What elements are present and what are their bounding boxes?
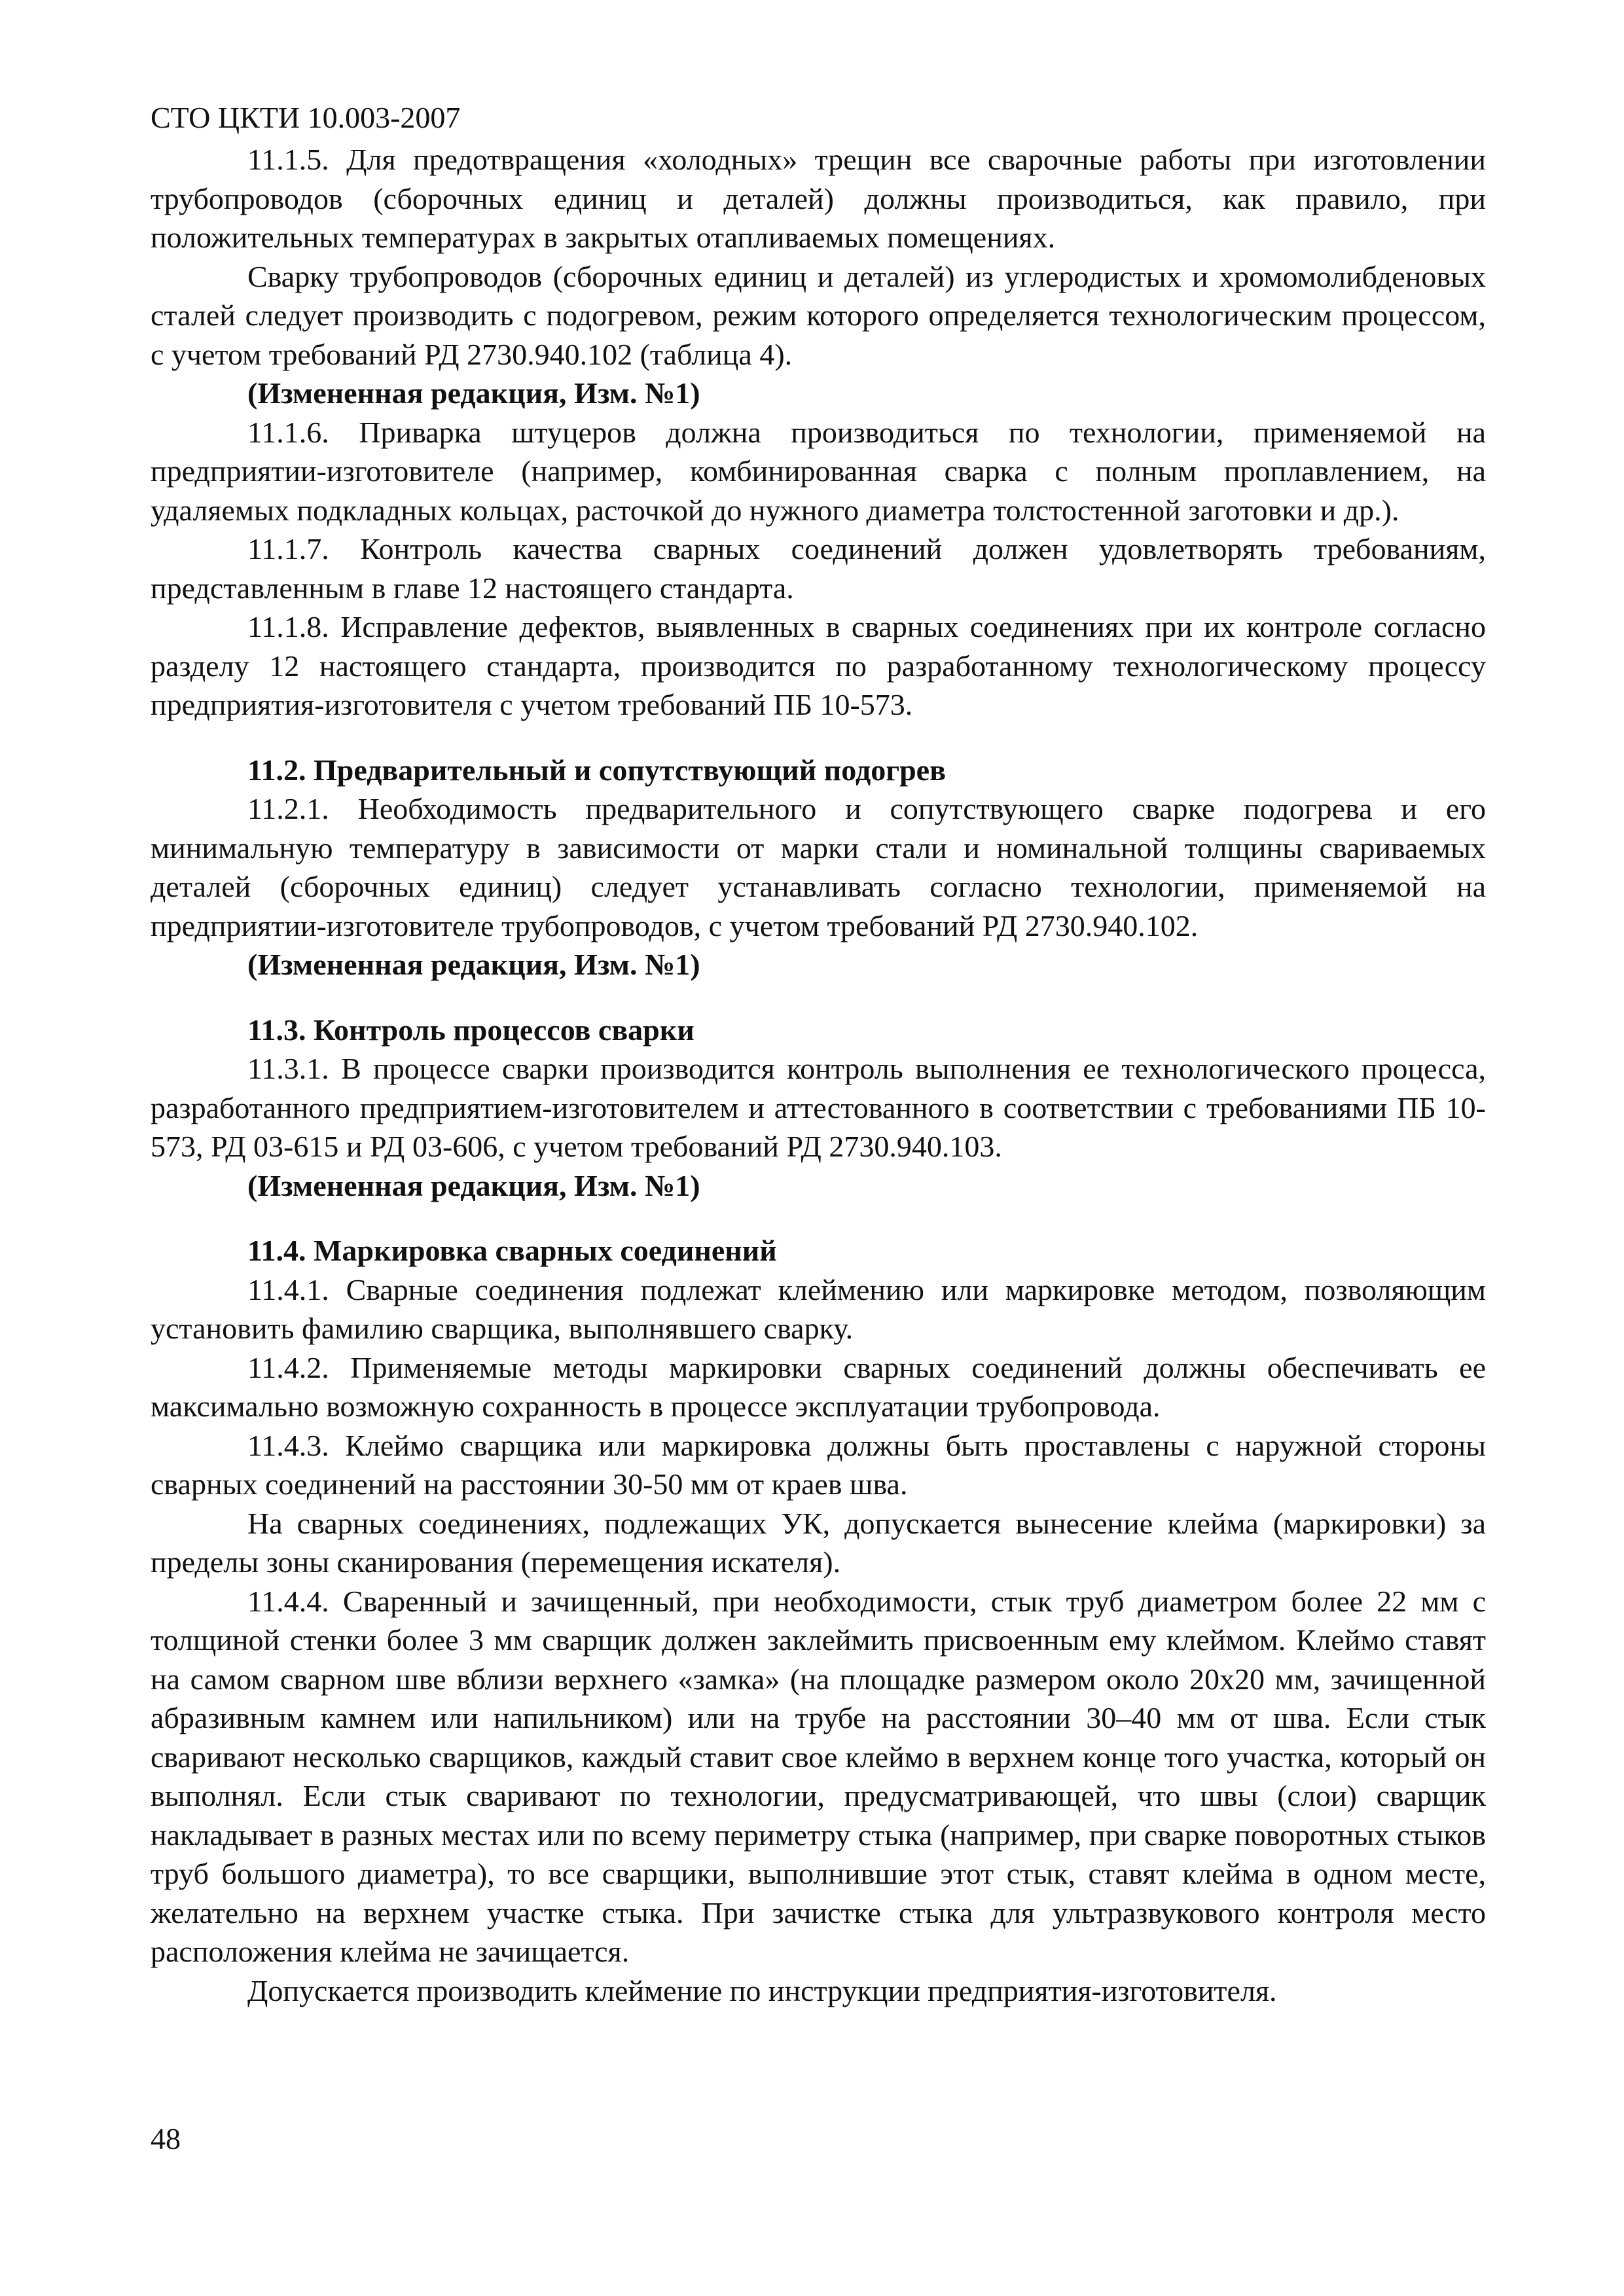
amendment-note: (Измененная редакция, Изм. №1) xyxy=(247,948,700,981)
amendment-note: (Измененная редакция, Изм. №1) xyxy=(247,1168,700,1202)
paragraph-11-2-1: 11.2.1. Необходимость предварительного и сопутствующего сварке подогрева и его минимальную температуру в зависимости от марки стали и номинальной толщины свариваемых деталей (сборочных единиц) следует устанавливать согласно технологии, применяемой на предприятии-изготовителе трубопроводов, с учетом требований РД 2730.940.102. xyxy=(151,792,1486,942)
paragraph-11-3-1: 11.3.1. В процессе сварки производится контроль выполнения ее технологического процесса, разработанного предприятием-изготовителем и аттестованного в соответствии с требованиями ПБ 10-573, РД 03-615 и РД 03-606, с учетом требований РД 2730.940.103. xyxy=(151,1052,1486,1163)
section-heading-11-4: 11.4. Маркировка сварных соединений xyxy=(247,1234,777,1267)
paragraph-11-1-7: 11.1.7. Контроль качества сварных соединений должен удовлетворять требованиям, представленным в главе 12 настоящего стандарта. xyxy=(151,532,1486,605)
paragraph-preheat-welding: Сварку трубопроводов (сборочных единиц и деталей) из углеродистых и хромомолибденовых сталей следует производить с подогревом, режим которого определяется технологическим процессом, с учетом требований РД 2730.940.102 (таблица 4). xyxy=(151,259,1486,371)
paragraph-11-1-6: 11.1.6. Приварка штуцеров должна производиться по технологии, применяемой на предприятии-изготовителе (например, комбинированная сварка с полным проплавлением, на удаляемых подкладных кольцах, расточкой до нужного диаметра толстостенной заготовки и др.). xyxy=(151,415,1486,527)
paragraph-11-4-1: 11.4.1. Сварные соединения подлежат клеймению или маркировке методом, позволяющим установить фамилию сварщика, выполнявшего сварку. xyxy=(151,1272,1486,1345)
amendment-note: (Измененная редакция, Изм. №1) xyxy=(247,376,700,410)
section-gap xyxy=(151,725,1486,751)
section-gap xyxy=(151,984,1486,1011)
paragraph-11-4-2: 11.4.2. Применяемые методы маркировки сварных соединений должны обеспечивать ее максимально возможную сохранность в процессе эксплуатации трубопровода. xyxy=(151,1350,1486,1423)
document-header: СТО ЦКТИ 10.003-2007 xyxy=(151,101,461,134)
section-heading-11-2: 11.2. Предварительный и сопутствующий подогрев xyxy=(247,753,946,787)
paragraph-11-4-3: 11.4.3. Клеймо сварщика или маркировка должны быть проставлены с наружной стороны сварных соединений на расстоянии 30-50 мм от краев шва. xyxy=(151,1428,1486,1501)
paragraph-uk-marking: На сварных соединениях, подлежащих УК, допускается вынесение клейма (маркировки) за пределы зоны сканирования (перемещения искателя). xyxy=(151,1506,1486,1579)
section-gap xyxy=(151,1205,1486,1231)
paragraph-11-1-8: 11.1.8. Исправление дефектов, выявленных в сварных соединениях при их контроле согласно разделу 12 настоящего стандарта, производится по разработанному технологическому процессу предприятия-изготовителя с учетом требований ПБ 10-573. xyxy=(151,610,1486,721)
paragraph-11-4-4: 11.4.4. Сваренный и зачищенный, при необходимости, стык труб диаметром более 22 мм с толщиной стенки более 3 мм сварщик должен заклеймить присвоенным ему клеймом. Клеймо ставят на самом сварном шве вблизи верхнего «замка» (на площадке размером около 20x20 мм, зачищенной абразивным камнем или напильником) или на трубе на расстоянии 30–40 мм от шва. Если стык сваривают несколько сварщиков, каждый ставит свое клеймо в верхнем конце того участка, который он выполнял. Если стык сваривают по технологии, предусматривающей, что швы (слои) сварщик накладывает в разных местах или по всему периметру стыка (например, при сварке поворотных стыков труб большого диаметра), то все сварщики, выполнившие этот стык, ставят клейма в одном месте, желательно на верхнем участке стыка. При зачистке стыка для ультразвукового контроля место расположения клейма не зачищается. xyxy=(151,1584,1486,1968)
page-body xyxy=(151,98,1486,2010)
section-heading-11-3: 11.3. Контроль процессов сварки xyxy=(247,1013,695,1047)
paragraph-manufacturer-instruction: Допускается производить клеймение по инструкции предприятия-изготовителя. xyxy=(247,1973,1277,2007)
paragraph-11-1-5: 11.1.5. Для предотвращения «холодных» трещин все сварочные работы при изготовлении трубопроводов (сборочных единиц и деталей) должны производиться, как правило, при положительных температурах в закрытых отапливаемых помещениях. xyxy=(151,143,1486,254)
page-number: 48 xyxy=(151,2122,181,2155)
